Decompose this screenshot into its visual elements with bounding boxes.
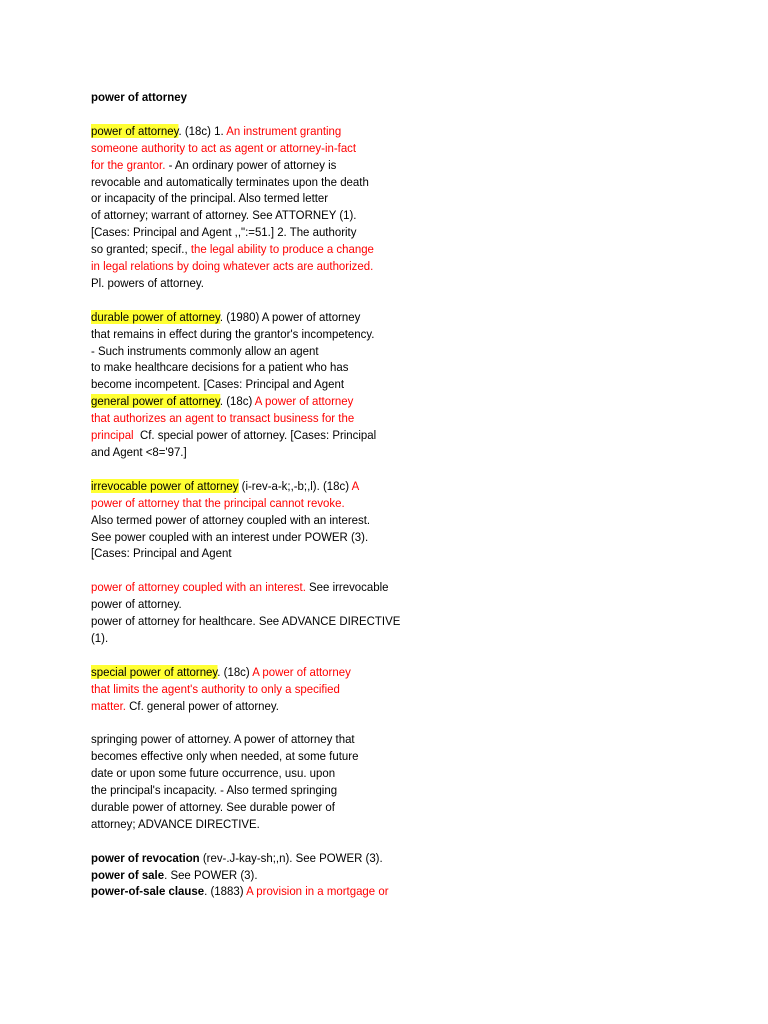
entry-text: . (18c) 1. (178, 123, 227, 138)
entry-text: or incapacity of the principal. Also termed letter (91, 191, 329, 206)
entry-text: . (18c) (219, 394, 255, 409)
entry-line (91, 664, 649, 681)
entry-text: [Cases: Principal and Agent (91, 546, 232, 561)
entry-text: . See POWER (3). (164, 867, 258, 882)
definition-highlight-text: matter. (91, 698, 126, 713)
entry-text: See irrevocable (305, 580, 389, 595)
entry-springing-power-of-attorney (91, 731, 649, 832)
entry-text: (i-rev-a-k;,-b;,l). (18c) (238, 478, 352, 493)
entry-durable-power-of-attorney (91, 309, 649, 461)
definition-highlight-text: someone authority to act as agent or attorney-in-fact (91, 140, 357, 155)
definition-highlight-text: in legal relations by doing whatever acts are authorized. (91, 259, 374, 274)
entry-text: Cf. general power of attorney. (125, 698, 279, 713)
entry-line (91, 850, 649, 867)
document-title-para (91, 89, 649, 106)
document-title: power of attorney (91, 90, 187, 104)
definition-highlight-text: power of attorney coupled with an interest. (91, 580, 306, 595)
entry-text: revocable and automatically terminates upon the death (91, 174, 369, 189)
entry-text: becomes effective only when needed, at some future (91, 749, 359, 764)
entry-text: Pl. powers of attorney. (91, 275, 204, 290)
entry-text: the principal's incapacity. - Also termed springing (91, 783, 338, 798)
entry-text: durable power of attorney. See durable power of (91, 799, 335, 814)
entry-line (91, 157, 649, 174)
entry-text: . (18c) (217, 664, 253, 679)
document-body (91, 89, 649, 900)
headword-power-of-revocation: power of revocation (91, 850, 200, 865)
entry-text: [Cases: Principal and Agent ,,":=51.] 2. The authority (91, 225, 357, 240)
definition-highlight-text: An instrument granting (226, 123, 342, 138)
definition-highlight-text: A provision in a mortgage or (246, 884, 389, 899)
entry-text: date or upon some future occurrence, usu. upon (91, 766, 336, 781)
entry-power-of-attorney (91, 123, 649, 292)
entry-text: . (1883) (204, 884, 247, 899)
headword-power-of-sale-clause: power-of-sale clause (91, 884, 205, 899)
entry-text: . (1980) A power of attorney (219, 309, 361, 324)
entry-irrevocable-power-of-attorney (91, 478, 649, 563)
entry-text: of attorney; warrant of attorney. See ATTORNEY (1). (91, 208, 357, 223)
entry-line (91, 427, 649, 444)
entry-text: springing power of attorney. A power of attorney that (91, 732, 355, 747)
definition-highlight-text: principal (91, 428, 134, 443)
definition-highlight-text: A (351, 478, 360, 493)
entry-line (91, 579, 649, 596)
headword-power-of-attorney: power of attorney (91, 123, 179, 138)
definition-highlight-text: A power of attorney (252, 664, 351, 679)
headword-durable-power-of-attorney: durable power of attorney (91, 309, 220, 324)
entry-special-power-of-attorney (91, 664, 649, 715)
entry-power-of-attorney-coupled (91, 579, 649, 647)
entry-text: (1). (91, 630, 109, 645)
entry-line (91, 478, 649, 495)
entry-text: that remains in effect during the grantor's incompetency. (91, 326, 375, 341)
entry-text: power of attorney for healthcare. See ADVANCE DIRECTIVE (91, 614, 401, 629)
entry-line (91, 883, 649, 900)
entry-line (91, 241, 649, 258)
entry-power-of-sale (91, 867, 649, 884)
entry-text: - An ordinary power of attorney is (165, 157, 337, 172)
entry-text: so granted; specif., (91, 242, 191, 257)
headword-power-of-sale: power of sale (91, 867, 165, 882)
entry-line (91, 867, 649, 884)
entry-text: See power coupled with an interest under POWER (3). (91, 529, 369, 544)
entry-text: to make healthcare decisions for a patient who has (91, 360, 349, 375)
headword-special-power-of-attorney: special power of attorney (91, 664, 218, 679)
definition-highlight-text: the legal ability to produce a change (190, 242, 374, 257)
entry-text: (rev-.J-kay-sh;,n). See POWER (3). (199, 850, 383, 865)
headword-irrevocable-power-of-attorney: irrevocable power of attorney (91, 478, 239, 493)
entry-text: power of attorney. (91, 597, 182, 612)
definition-highlight-text: A power of attorney (254, 394, 354, 409)
entry-text: Cf. special power of attorney. [Cases: Principal (133, 428, 377, 443)
entry-text: attorney; ADVANCE DIRECTIVE. (91, 816, 260, 831)
entry-line (91, 309, 649, 326)
entry-text: and Agent <8='97.] (91, 445, 187, 459)
entry-power-of-sale-clause (91, 883, 649, 900)
entry-line (91, 123, 649, 140)
definition-highlight-text: that authorizes an agent to transact business for the (91, 411, 355, 426)
entry-line (91, 393, 649, 410)
headword-general-power-of-attorney: general power of attorney (91, 394, 220, 409)
definition-highlight-text: that limits the agent's authority to only a specified (91, 681, 340, 696)
entry-text: become incompetent. [Cases: Principal and Agent (91, 377, 345, 392)
definition-highlight-text: for the grantor. (91, 157, 166, 172)
entry-text: - Such instruments commonly allow an agent (91, 343, 319, 358)
entry-power-of-revocation (91, 850, 649, 867)
entry-text: Also termed power of attorney coupled with an interest. (91, 512, 371, 527)
definition-highlight-text: power of attorney that the principal cannot revoke. (91, 495, 345, 510)
entry-line (91, 698, 649, 715)
